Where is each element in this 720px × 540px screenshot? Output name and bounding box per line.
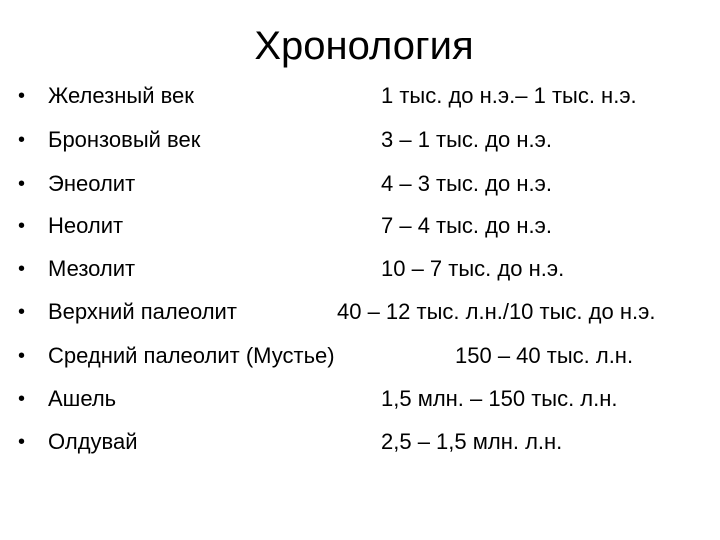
bullet-icon: •	[18, 173, 26, 195]
bullet-icon: •	[18, 301, 26, 323]
period-date: 7 – 4 тыс. до н.э.	[381, 213, 552, 238]
list-item	[0, 169, 720, 199]
period-label: Неолит	[48, 213, 124, 238]
period-label: Мезолит	[48, 256, 136, 281]
period-date: 150 – 40 тыс. л.н.	[455, 343, 634, 368]
list-item	[0, 341, 720, 371]
period-label: Средний палеолит (Мустье)	[48, 343, 335, 368]
list-item	[0, 211, 720, 241]
list-item	[0, 384, 720, 414]
period-date: 10 – 7 тыс. до н.э.	[381, 256, 565, 281]
period-label: Ашель	[48, 386, 117, 411]
bullet-icon: •	[18, 388, 26, 410]
list-item	[0, 297, 720, 327]
period-date: 2,5 – 1,5 млн. л.н.	[381, 429, 563, 454]
bullet-icon: •	[18, 258, 26, 280]
slide-title: Хронология	[254, 24, 474, 68]
bullet-icon: •	[18, 345, 26, 367]
period-label: Энеолит	[48, 171, 136, 196]
list-item	[0, 125, 720, 155]
bullet-icon: •	[18, 431, 26, 453]
bullet-icon: •	[18, 129, 26, 151]
period-date: 1 тыс. до н.э.– 1 тыс. н.э.	[381, 83, 637, 108]
period-date: 3 – 1 тыс. до н.э.	[381, 127, 552, 152]
list-item	[0, 427, 720, 457]
bullet-icon: •	[18, 215, 26, 237]
period-label: Бронзовый век	[48, 127, 201, 152]
period-label: Железный век	[48, 83, 194, 108]
list-item	[0, 81, 720, 111]
bullet-icon: •	[18, 85, 26, 107]
period-label: Олдувай	[48, 429, 138, 454]
period-date: 1,5 млн. – 150 тыс. л.н.	[381, 386, 618, 411]
period-label: Верхний палеолит	[48, 299, 237, 324]
period-date: 40 – 12 тыс. л.н./10 тыс. до н.э.	[337, 299, 656, 324]
list-item	[0, 254, 720, 284]
period-date: 4 – 3 тыс. до н.э.	[381, 171, 552, 196]
